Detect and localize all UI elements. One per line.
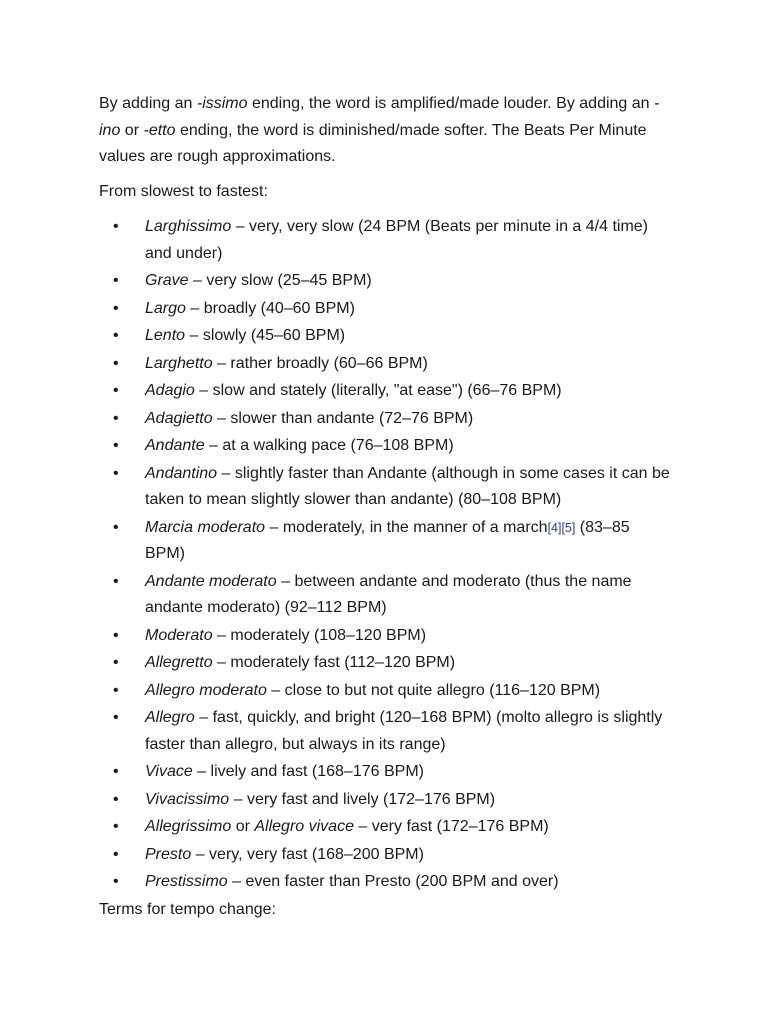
intro-suffix-etto: -etto xyxy=(143,121,176,139)
tempo-term: Adagietto xyxy=(145,409,213,427)
list-item xyxy=(99,406,674,433)
tempo-term-alt: Allegro vivace xyxy=(254,818,354,835)
tempo-description: – slower than andante (72–76 BPM) xyxy=(212,409,474,427)
intro-suffix-issimo: -issimo xyxy=(196,95,248,112)
list-item xyxy=(99,351,674,378)
tempo-term: Prestissimo xyxy=(145,873,228,890)
bullet-icon: • xyxy=(113,382,119,399)
tempo-term: Andante moderato xyxy=(145,572,277,590)
list-item xyxy=(99,296,674,323)
bullet-icon: • xyxy=(113,218,119,235)
list-item xyxy=(99,268,674,295)
tempo-term: Largo xyxy=(145,299,186,317)
list-item xyxy=(99,433,674,460)
list-item xyxy=(99,461,674,514)
citation-link[interactable]: [4][5] xyxy=(547,520,576,535)
bullet-icon: • xyxy=(113,790,119,808)
tempo-description: – moderately, in the manner of a march xyxy=(265,518,548,536)
list-item xyxy=(99,623,674,650)
tempo-description: – even faster than Presto (200 BPM and over) xyxy=(227,873,559,890)
intro-text-4: ending, the word is diminished/made softer. The Beats Per Minute values are rough approximations. xyxy=(99,121,647,165)
tempo-description: – between andante and moderato (thus the name andante moderato) (92–112 BPM) xyxy=(145,572,632,616)
tempo-description: – very fast and lively (172–176 BPM) xyxy=(229,790,496,808)
tempo-description: – slightly faster than Andante (although in some cases it can be taken to mean slightly slower than andante) (80–108 BPM) xyxy=(145,464,670,508)
bullet-icon: • xyxy=(113,681,119,699)
list-item xyxy=(99,214,674,267)
tempo-description: – rather broadly (60–66 BPM) xyxy=(212,354,428,372)
tempo-description: – close to but not quite allegro (116–120 BPM) xyxy=(266,681,601,699)
bullet-icon: • xyxy=(113,464,119,482)
tempo-term: Andante xyxy=(145,437,205,454)
list-item xyxy=(99,323,674,350)
bullet-icon: • xyxy=(113,327,119,344)
list-item xyxy=(99,869,674,896)
list-item xyxy=(99,650,674,677)
tempo-description: – moderately (108–120 BPM) xyxy=(212,626,427,644)
tempo-term: Larghetto xyxy=(145,354,213,372)
bullet-icon: • xyxy=(113,354,119,372)
bullet-icon: • xyxy=(113,626,119,644)
list-item xyxy=(99,678,674,705)
bullet-icon: • xyxy=(113,572,119,590)
bullet-icon: • xyxy=(113,437,119,454)
list-item xyxy=(99,705,674,758)
tempo-connector: or xyxy=(231,818,255,835)
tempo-description: – moderately fast (112–120 BPM) xyxy=(212,654,456,671)
list-heading: From slowest to fastest: xyxy=(99,182,268,200)
bullet-icon: • xyxy=(113,299,119,317)
tempo-term: Vivacissimo xyxy=(145,790,230,808)
tempo-description: – broadly (40–60 BPM) xyxy=(185,299,355,317)
list-item xyxy=(99,787,674,814)
tempo-term: Grave xyxy=(145,272,189,289)
bullet-icon: • xyxy=(113,654,119,671)
list-item xyxy=(99,515,674,568)
tempo-term: Moderato xyxy=(145,626,213,644)
document-page xyxy=(99,91,674,923)
tempo-term: Allegrissimo xyxy=(145,818,232,835)
bullet-icon: • xyxy=(113,845,119,863)
tempo-list xyxy=(99,214,674,896)
tempo-description: – very, very fast (168–200 BPM) xyxy=(191,845,424,863)
intro-text-2: ending, the word is amplified/made louder. By adding an xyxy=(247,95,655,112)
tempo-term: Andantino xyxy=(145,464,218,482)
tempo-term: Allegro moderato xyxy=(145,681,267,699)
tempo-term: Adagio xyxy=(145,382,195,399)
tempo-term: Presto xyxy=(145,845,192,863)
bullet-icon: • xyxy=(113,272,119,289)
bullet-icon: • xyxy=(113,873,119,890)
bullet-icon: • xyxy=(113,409,119,427)
tempo-term: Vivace xyxy=(145,763,193,780)
tempo-term: Allegro xyxy=(145,709,195,726)
tempo-description: – very slow (25–45 BPM) xyxy=(188,272,372,289)
list-item xyxy=(99,569,674,622)
intro-suffix-ino: -ino xyxy=(99,95,660,139)
list-item xyxy=(99,814,674,841)
tempo-term: Larghissimo xyxy=(145,218,232,235)
tempo-term: Allegretto xyxy=(145,654,213,671)
tempo-description: – very, very slow (24 BPM (Beats per minute in a 4/4 time) and under) xyxy=(145,218,649,262)
tempo-description-bpm: (83–85 BPM) xyxy=(145,518,630,562)
tempo-term: Marcia moderato xyxy=(145,518,266,536)
tempo-description: – lively and fast (168–176 BPM) xyxy=(192,763,424,780)
tempo-description: – slow and stately (literally, "at ease") (66–76 BPM) xyxy=(194,382,562,399)
intro-paragraph xyxy=(99,91,674,171)
bullet-icon: • xyxy=(113,518,119,536)
list-item xyxy=(99,378,674,405)
bullet-icon: • xyxy=(113,818,119,835)
tempo-description: – slowly (45–60 BPM) xyxy=(185,327,346,344)
list-item xyxy=(99,759,674,786)
bullet-icon: • xyxy=(113,763,119,780)
tempo-description: – fast, quickly, and bright (120–168 BPM) (molto allegro is slightly faster than allegro, but always in its range) xyxy=(145,709,663,753)
tempo-description: – very fast (172–176 BPM) xyxy=(353,818,549,835)
bullet-icon: • xyxy=(113,709,119,726)
intro-text-3: or xyxy=(120,121,144,139)
tempo-change-heading: Terms for tempo change: xyxy=(99,900,276,918)
list-item xyxy=(99,842,674,869)
intro-text-1: By adding an xyxy=(99,95,197,112)
tempo-term: Lento xyxy=(145,327,186,344)
tempo-description: – at a walking pace (76–108 BPM) xyxy=(204,437,454,454)
